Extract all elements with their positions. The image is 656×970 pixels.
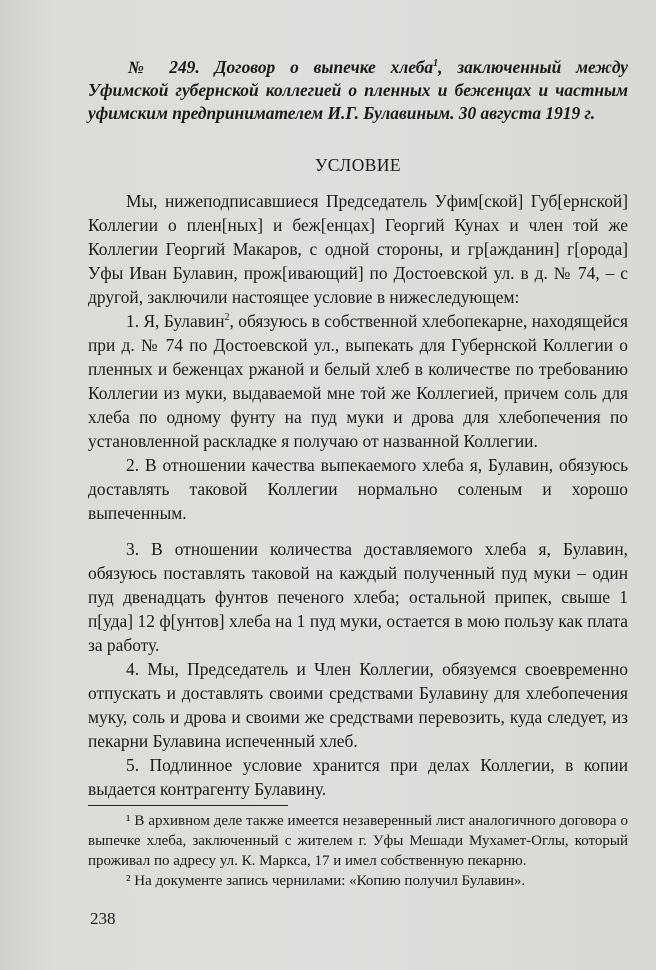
item-2-paragraph: 2. В отношении качества выпекаемого хлеба я, Булавин, обязуюсь доставлять таковой Коллегии нормально соленым и хорошо выпеченным. bbox=[88, 455, 628, 523]
item-1-footnote-mark: 2 bbox=[224, 312, 230, 324]
document-heading bbox=[88, 56, 628, 125]
intro-paragraph: Мы, нижеподписавшиеся Председатель Уфим[ской] Губ[ернской] Коллегии о плен[ных] и беж[енцах] Георгий Кунах и член той же Коллегии Георгий Макаров, с одной стороны, и гр[ажданин] г[орода] Уфы Иван Булавин, прож[ивающий] по Достоевской ул. в д. № 74, – с другой, заключили настоящее условие в нижеследующем: bbox=[88, 191, 628, 307]
heading-text: № 249. Договор о выпечке хлеба bbox=[128, 57, 434, 77]
item-5-paragraph: 5. Подлинное условие хранится при делах Коллегии, в копии выдается контрагенту Булавину. bbox=[88, 755, 628, 799]
footnote-2: ² На документе запись чернилами: «Копию получил Булавин». bbox=[126, 873, 526, 889]
heading-footnote-mark: 1 bbox=[433, 58, 439, 70]
footnote-divider bbox=[88, 805, 288, 806]
item-4-paragraph: 4. Мы, Председатель и Член Коллегии, обязуемся своевременно отпускать и доставлять своими средствами Булавину для хлебопечения муку, соль и дрова и своими же средствами перевозить, куда следует, из пекарни Булавина испеченный хлеб. bbox=[88, 659, 628, 751]
footnotes bbox=[88, 811, 628, 891]
footnote-1: ¹ В архивном деле также имеется незаверенный лист аналогичного договора о выпечке хлеба, заключенный с жителем г. Уфы Мешади Мухамет-Оглы, который проживал по адресу ул. К. Маркса, 17 и имел собственную пекарню. bbox=[88, 813, 628, 869]
document-title: УСЛОВИЕ bbox=[314, 155, 402, 175]
page-number: 238 bbox=[90, 909, 116, 928]
document-body bbox=[88, 56, 628, 801]
heading-text-rest: , заключенный между Уфимской губернской коллегией о пленных и беженцах и частным уфимским предпринимателем И.Г. Булавиным. 30 августа 1919 г. bbox=[88, 57, 628, 123]
item-1-text: 1. Я, Булавин bbox=[126, 311, 225, 331]
item-1-paragraph bbox=[88, 309, 628, 453]
item-3-paragraph: 3. В отношении количества доставляемого хлеба я, Булавин, обязуюсь поставлять таковой на каждый полученный пуд муки – один пуд двенадцать фунтов печеного хлеба; остальной припек, свыше 1 п[уда] 12 ф[унтов] хлеба на 1 пуд муки, остается в мою пользу как плата за работу. bbox=[88, 539, 628, 655]
item-1-text-rest: , обязуюсь в собственной хлебопекарне, находящейся при д. № 74 по Достоевской ул., выпекать для Губернской Коллегии о пленных и беженцах ржаной и белый хлеб в количестве по требованию Коллегии из муки, выдаваемой мне той же Коллегией, причем соль для хлеба по одному фунту на пуд муки и дрова для хлебопечения по установленной раскладке я получаю от названной Коллегии. bbox=[88, 311, 629, 451]
